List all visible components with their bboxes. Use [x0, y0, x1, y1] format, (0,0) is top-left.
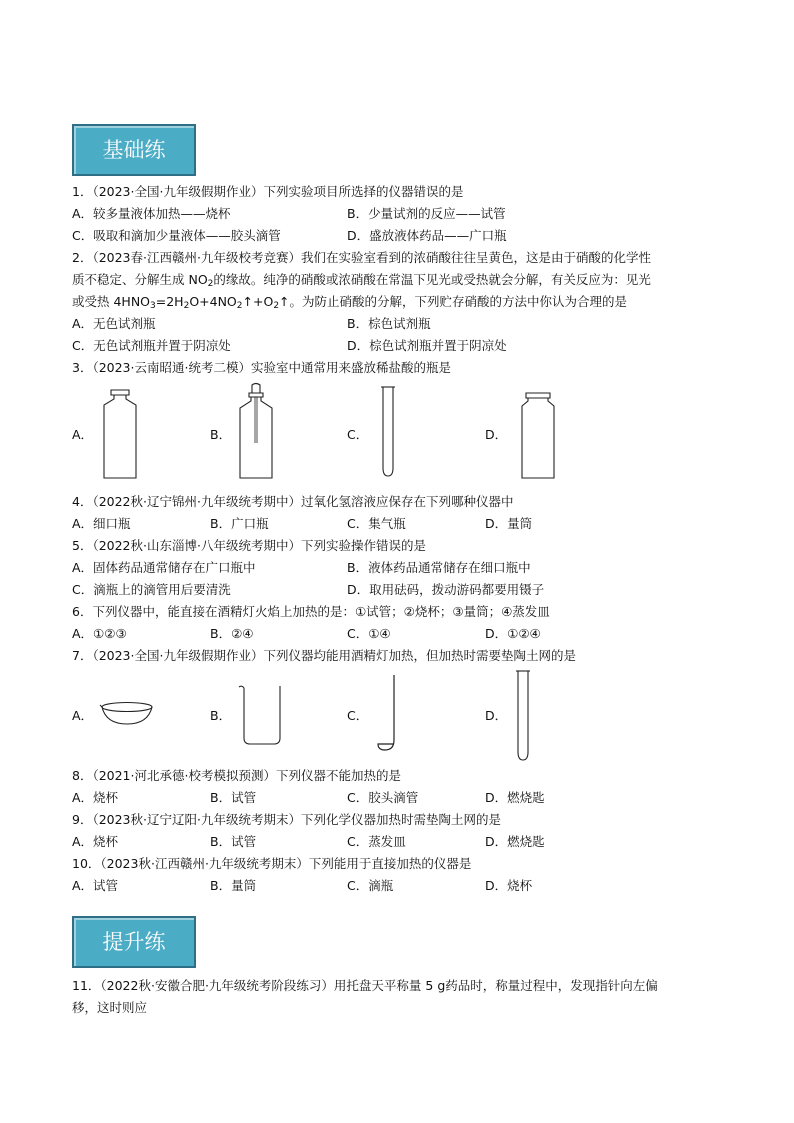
question-1-stem: 1．（2023·全国·九年级假期作业）下列实验项目所选择的仪器错误的是	[72, 184, 464, 199]
q2-text: 质不稳定、分解生成 NO	[72, 272, 208, 287]
question-1-option-c[interactable]: C．吸取和滴加少量液体——胶头滴管	[72, 228, 281, 243]
q2-subscript: 2	[183, 301, 190, 311]
evaporating-dish-icon	[100, 700, 154, 726]
test-tube-icon	[380, 386, 396, 478]
q2-text: ↑+O	[242, 294, 274, 309]
question-5-option-a[interactable]: A．固体药品通常储存在广口瓶中	[72, 560, 256, 575]
narrow-mouth-bottle-icon	[100, 388, 140, 480]
q2-text: 或受热 4HNO	[72, 294, 151, 309]
question-8-option-d[interactable]: D．燃烧匙	[485, 790, 545, 805]
question-6-option-c[interactable]: C．①④	[347, 626, 391, 641]
question-7-option-a[interactable]: A．	[72, 708, 94, 723]
question-11-stem-line-2: 移，这时则应	[72, 1000, 148, 1015]
question-11-stem-line-1: 11．（2022秋·安徽合肥·九年级统考阶段练习）用托盘天平称量 5 g药品时，称量过程中，发现指针向左偏	[72, 978, 658, 993]
question-7-stem: 7．（2023·全国·九年级假期作业）下列仪器均能用酒精灯加热，但加热时需要垫陶土网的是	[72, 648, 576, 663]
question-8-stem: 8．（2021·河北承德·校考模拟预测）下列仪器不能加热的是	[72, 768, 401, 783]
question-9-option-b[interactable]: B．试管	[210, 834, 257, 849]
q2-subscript: 2	[273, 301, 280, 311]
question-2-stem-line-1: 2．（2023春·江西赣州·九年级校考竞赛）我们在实验室看到的浓硝酸往往呈黄色，这是由于硝酸的化学性	[72, 250, 651, 265]
question-4-stem: 4．（2022秋·辽宁锦州·九年级统考期中）过氧化氢溶液应保存在下列哪种仪器中	[72, 494, 514, 509]
question-5-option-d[interactable]: D．取用砝码，拨动游码都要用镊子	[347, 582, 545, 597]
question-9-option-a[interactable]: A．烧杯	[72, 834, 119, 849]
question-9-option-c[interactable]: C．蒸发皿	[347, 834, 406, 849]
q2-text: ↑。为防止硝酸的分解，下列贮存硝酸的方法中你认为合理的是	[279, 294, 628, 309]
question-1-option-b[interactable]: B．少量试剂的反应——试管	[347, 206, 506, 221]
question-10-option-a[interactable]: A．试管	[72, 878, 119, 893]
question-4-option-d[interactable]: D．量筒	[485, 516, 533, 531]
question-4-option-b[interactable]: B．广口瓶	[210, 516, 269, 531]
section-banner-advanced: 提升练	[72, 916, 196, 968]
question-8-option-c[interactable]: C．胶头滴管	[347, 790, 419, 805]
question-2-stem-line-2	[72, 272, 651, 288]
question-4-option-c[interactable]: C．集气瓶	[347, 516, 406, 531]
question-3-option-a[interactable]: A．	[72, 427, 94, 442]
question-1-option-a[interactable]: A．较多量液体加热——烧杯	[72, 206, 231, 221]
question-2-option-d[interactable]: D．棕色试剂瓶并置于阴凉处	[347, 338, 507, 353]
question-2-option-b[interactable]: B．棕色试剂瓶	[347, 316, 431, 331]
q2-text: 的缘故。纯净的硝酸或浓硝酸在常温下见光或受热就会分解，有关反应为：见光	[213, 272, 651, 287]
beaker-icon	[238, 684, 282, 746]
test-tube-icon	[515, 670, 531, 762]
question-9-option-d[interactable]: D．燃烧匙	[485, 834, 545, 849]
question-7-option-b[interactable]: B．	[210, 708, 232, 723]
q2-subscript: 2	[207, 279, 214, 289]
question-10-stem: 10．（2023秋·江西赣州·九年级统考期末）下列能用于直接加热的仪器是	[72, 856, 472, 871]
section-banner-basic: 基础练	[72, 124, 196, 176]
question-10-option-c[interactable]: C．滴瓶	[347, 878, 394, 893]
question-6-option-a[interactable]: A．①②③	[72, 626, 127, 641]
question-6-stem: 6．下列仪器中，能直接在酒精灯火焰上加热的是：①试管；②烧杯；③量筒；④蒸发皿	[72, 604, 550, 619]
combustion-spoon-icon	[376, 674, 400, 752]
q2-text: O+4NO	[189, 294, 237, 309]
question-10-option-b[interactable]: B．量筒	[210, 878, 257, 893]
question-7-option-d[interactable]: D．	[485, 708, 508, 723]
question-8-option-b[interactable]: B．试管	[210, 790, 257, 805]
question-6-option-d[interactable]: D．①②④	[485, 626, 541, 641]
question-3-option-c[interactable]: C．	[347, 427, 369, 442]
question-5-option-b[interactable]: B．液体药品通常储存在细口瓶中	[347, 560, 531, 575]
question-5-stem: 5．（2022秋·山东淄博·八年级统考期中）下列实验操作错误的是	[72, 538, 426, 553]
question-4-option-a[interactable]: A．细口瓶	[72, 516, 131, 531]
q2-subscript: 3	[150, 301, 156, 311]
q2-text: =2H	[155, 294, 184, 309]
dropper-bottle-icon	[236, 383, 276, 480]
question-1-option-d[interactable]: D．盛放液体药品——广口瓶	[347, 228, 507, 243]
question-6-option-b[interactable]: B．②④	[210, 626, 254, 641]
question-3-option-d[interactable]: D．	[485, 427, 508, 442]
question-2-option-a[interactable]: A．无色试剂瓶	[72, 316, 156, 331]
question-8-option-a[interactable]: A．烧杯	[72, 790, 119, 805]
q2-subscript: 2	[236, 301, 243, 311]
question-2-stem-line-3	[72, 294, 627, 310]
wide-mouth-bottle-icon	[518, 391, 558, 480]
question-10-option-d[interactable]: D．烧杯	[485, 878, 533, 893]
question-9-stem: 9．（2023秋·辽宁辽阳·九年级统考期末）下列化学仪器加热时需垫陶土网的是	[72, 812, 501, 827]
question-3-option-b[interactable]: B．	[210, 427, 232, 442]
question-2-option-c[interactable]: C．无色试剂瓶并置于阴凉处	[72, 338, 231, 353]
question-7-option-c[interactable]: C．	[347, 708, 369, 723]
question-5-option-c[interactable]: C．滴瓶上的滴管用后要清洗	[72, 582, 231, 597]
question-3-stem: 3．（2023·云南昭通·统考二模）实验室中通常用来盛放稀盐酸的瓶是	[72, 360, 451, 375]
